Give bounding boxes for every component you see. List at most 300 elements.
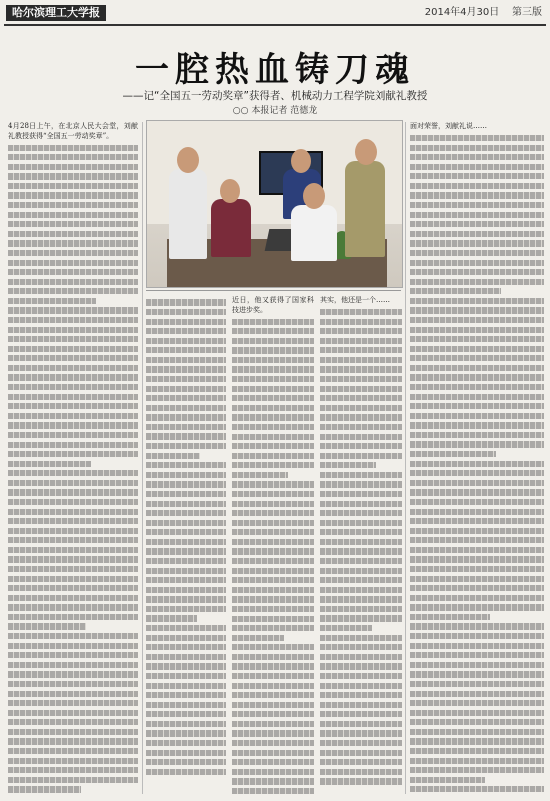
text-line: [320, 529, 402, 535]
text-line: [146, 424, 226, 430]
text-line: [320, 405, 402, 411]
text-line: [232, 462, 314, 468]
text-line: [8, 461, 91, 467]
text-line: [320, 740, 402, 746]
text-line: [8, 604, 138, 610]
text-line: [320, 577, 402, 583]
text-line: [8, 394, 138, 400]
text-line: [8, 786, 81, 792]
text-line: [410, 164, 544, 170]
text-line: [232, 778, 314, 784]
text-line: [8, 614, 138, 620]
text-line: [232, 491, 314, 497]
text-line: [8, 633, 138, 639]
text-line: [410, 758, 544, 764]
text-line: [8, 643, 138, 649]
text-line: [232, 386, 314, 392]
person-4: [291, 205, 337, 261]
text-line: [232, 472, 288, 478]
text-line: [8, 681, 138, 687]
text-line: [146, 386, 226, 392]
text-line: [320, 309, 402, 315]
text-line: [410, 700, 544, 706]
text-line: [8, 346, 138, 352]
text-line: [146, 491, 226, 497]
text-line: [410, 662, 544, 668]
text-line: [320, 769, 402, 775]
column-3: [232, 296, 314, 794]
text-line: [410, 566, 544, 572]
text-line: [8, 279, 138, 285]
text-line: [146, 587, 226, 593]
text-line: [8, 442, 138, 448]
column-1: [8, 122, 138, 794]
text-line: [146, 702, 226, 708]
text-line: [320, 596, 402, 602]
person-1: [169, 169, 207, 259]
text-line: [410, 604, 544, 610]
text-line: [8, 767, 138, 773]
text-line: [232, 596, 314, 602]
text-line: [232, 654, 314, 660]
text-line: [320, 453, 402, 459]
text-line: [8, 566, 138, 572]
text-line: [410, 135, 544, 141]
text-line: [8, 422, 138, 428]
text-line: [410, 327, 544, 333]
text-line: [232, 357, 314, 363]
text-line: [8, 451, 138, 457]
text-line: [8, 671, 138, 677]
text-line: [146, 577, 226, 583]
text-line: [146, 721, 226, 727]
text-line: [320, 683, 402, 689]
text-line: [320, 606, 402, 612]
text-line: [410, 518, 544, 524]
text-line: [410, 260, 544, 266]
text-line: [146, 711, 226, 717]
text-line: [232, 577, 314, 583]
text-line: [8, 192, 138, 198]
text-line: [410, 307, 544, 313]
text-line: [8, 652, 138, 658]
text-line: [146, 357, 226, 363]
text-line: [232, 663, 314, 669]
text-line: [410, 576, 544, 582]
text-line: [232, 443, 314, 449]
text-line: [410, 470, 544, 476]
text-line: [146, 395, 226, 401]
text-line: [146, 405, 226, 411]
text-line: [410, 710, 544, 716]
text-line: [320, 673, 402, 679]
text-line: [410, 432, 544, 438]
text-line: [410, 681, 544, 687]
text-line: [320, 366, 402, 372]
text-line: [320, 750, 402, 756]
page-label: 第三版: [512, 7, 542, 18]
text-line: [8, 528, 138, 534]
text-line: [8, 288, 138, 294]
text-line: [410, 336, 544, 342]
headline: 一腔热血铸刀魂: [135, 50, 415, 90]
column-4: [320, 296, 402, 794]
text-line: [8, 719, 138, 725]
newspaper-name: 哈尔滨理工大学报: [6, 5, 106, 21]
text-line: [146, 347, 226, 353]
text-line: [320, 625, 372, 631]
person-4-head: [303, 183, 325, 209]
text-line: [8, 700, 138, 706]
text-line: [410, 547, 544, 553]
text-line: [8, 298, 96, 304]
article-photo: [146, 120, 403, 288]
text-line: [8, 145, 138, 151]
text-line: [8, 480, 138, 486]
text-line: [8, 173, 138, 179]
text-line: [232, 616, 314, 622]
text-line: [320, 328, 402, 334]
text-line: [8, 269, 138, 275]
text-line: [410, 786, 544, 792]
text-line: [232, 692, 314, 698]
text-line: [410, 748, 544, 754]
text-line: [8, 183, 138, 189]
text-line: [232, 587, 314, 593]
text-line: [320, 462, 376, 468]
text-line: [232, 750, 314, 756]
text-line: [410, 671, 544, 677]
text-line: [410, 585, 544, 591]
column-5-lead: 面对荣誉，刘献礼说……: [410, 122, 487, 130]
text-line: [146, 615, 197, 621]
text-line: [146, 548, 226, 554]
text-line: [146, 606, 226, 612]
text-line: [232, 673, 314, 679]
text-line: [146, 663, 226, 669]
text-line: [8, 509, 138, 515]
text-line: [8, 729, 138, 735]
text-line: [232, 414, 314, 420]
photo-rule: [146, 290, 401, 291]
text-line: [146, 558, 226, 564]
text-line: [320, 568, 402, 574]
text-line: [410, 355, 544, 361]
text-line: [232, 405, 314, 411]
column-2: [146, 296, 226, 794]
text-line: [320, 443, 402, 449]
text-line: [146, 750, 226, 756]
text-line: [146, 462, 226, 468]
text-line: [410, 595, 544, 601]
text-line: [410, 509, 544, 515]
text-line: [320, 501, 402, 507]
text-line: [8, 556, 138, 562]
text-line: [232, 548, 314, 554]
text-line: [232, 376, 314, 382]
text-line: [320, 338, 402, 344]
text-line: [8, 662, 138, 668]
column-1-lead: 4月28日上午，在北京人民大会堂，刘献礼教授获得“全国五一劳动奖章”。: [8, 122, 138, 140]
text-line: [320, 702, 402, 708]
text-line: [8, 221, 138, 227]
text-line: [410, 365, 544, 371]
text-line: [410, 250, 544, 256]
text-line: [410, 183, 544, 189]
text-line: [146, 501, 226, 507]
text-line: [320, 434, 402, 440]
text-line: [410, 422, 544, 428]
text-line: [410, 499, 544, 505]
divider-2: [405, 122, 406, 794]
text-line: [8, 365, 138, 371]
text-line: [320, 424, 402, 430]
subheadline: ——记“全国五一劳动奖章”获得者、机械动力工程学院刘献礼教授: [122, 90, 428, 102]
text-line: [146, 683, 226, 689]
text-line: [8, 691, 138, 697]
text-line: [232, 568, 314, 574]
text-line: [232, 702, 314, 708]
text-line: [232, 366, 314, 372]
date-text: 2014年4月30日: [424, 7, 500, 18]
text-line: [232, 529, 314, 535]
text-line: [8, 576, 138, 582]
text-line: [232, 721, 314, 727]
masthead: [4, 4, 546, 26]
text-line: [232, 683, 314, 689]
text-line: [232, 769, 314, 775]
text-line: [8, 710, 138, 716]
text-line: [232, 424, 314, 430]
text-line: [8, 623, 86, 629]
text-line: [320, 386, 402, 392]
text-line: [146, 740, 226, 746]
text-line: [232, 501, 314, 507]
text-line: [146, 692, 226, 698]
text-line: [410, 212, 544, 218]
text-line: [320, 414, 402, 420]
text-line: [410, 192, 544, 198]
text-line: [232, 740, 314, 746]
text-line: [8, 231, 138, 237]
text-line: [320, 778, 402, 784]
text-line: [232, 788, 314, 794]
text-line: [146, 510, 226, 516]
text-line: [320, 520, 402, 526]
text-line: [410, 643, 544, 649]
text-line: [410, 231, 544, 237]
text-line: [146, 568, 226, 574]
text-line: [410, 403, 544, 409]
text-line: [8, 748, 138, 754]
text-line: [146, 769, 226, 775]
text-line: [8, 489, 138, 495]
text-line: [8, 355, 138, 361]
person-2: [211, 199, 251, 257]
text-line: [146, 433, 226, 439]
person-5: [345, 161, 385, 257]
text-line: [320, 615, 402, 621]
column-3-lead: 近日，他又获得了国家科技进步奖。: [232, 296, 314, 314]
text-line: [232, 625, 314, 631]
text-line: [320, 730, 402, 736]
divider-1: [142, 122, 143, 794]
text-line: [146, 309, 226, 315]
text-line: [8, 154, 138, 160]
text-line: [8, 240, 138, 246]
text-line: [320, 692, 402, 698]
text-line: [320, 319, 402, 325]
text-line: [8, 518, 138, 524]
text-line: [410, 556, 544, 562]
text-line: [320, 558, 402, 564]
text-line: [146, 673, 226, 679]
text-line: [320, 654, 402, 660]
text-line: [146, 299, 226, 305]
text-line: [146, 472, 226, 478]
text-line: [8, 202, 138, 208]
text-line: [146, 520, 226, 526]
text-line: [232, 520, 314, 526]
text-line: [410, 461, 544, 467]
text-line: [232, 635, 284, 641]
text-line: [8, 164, 138, 170]
byline: ○○ 本报记者 范德龙: [232, 106, 318, 116]
text-line: [320, 548, 402, 554]
person-1-head: [177, 147, 199, 173]
text-line: [410, 614, 490, 620]
text-line: [146, 596, 226, 602]
text-line: [8, 403, 138, 409]
text-line: [146, 654, 226, 660]
text-line: [410, 633, 544, 639]
text-line: [8, 470, 138, 476]
text-line: [8, 499, 138, 505]
text-line: [320, 644, 402, 650]
text-line: [8, 547, 138, 553]
text-line: [410, 145, 544, 151]
text-line: [320, 635, 402, 641]
text-line: [232, 539, 314, 545]
text-line: [8, 307, 138, 313]
text-line: [232, 395, 314, 401]
person-3-head: [291, 149, 311, 173]
text-line: [410, 777, 485, 783]
text-line: [410, 528, 544, 534]
text-line: [320, 663, 402, 669]
text-line: [146, 759, 226, 765]
column-5: [410, 122, 544, 794]
text-line: [232, 319, 314, 325]
text-line: [410, 374, 544, 380]
text-line: [146, 319, 226, 325]
text-line: [410, 298, 544, 304]
text-line: [320, 491, 402, 497]
text-line: [410, 489, 544, 495]
text-line: [320, 347, 402, 353]
text-line: [232, 644, 314, 650]
text-line: [146, 644, 226, 650]
text-line: [146, 366, 226, 372]
text-line: [410, 451, 496, 457]
text-line: [232, 328, 314, 334]
text-line: [410, 384, 544, 390]
text-line: [8, 327, 138, 333]
text-line: [146, 338, 226, 344]
text-line: [410, 623, 544, 629]
text-line: [8, 758, 138, 764]
issue-date: [425, 6, 542, 20]
column-4-lead: 其实，他还是一个……: [320, 296, 390, 304]
text-line: [410, 173, 544, 179]
text-line: [410, 767, 544, 773]
text-line: [8, 537, 138, 543]
text-line: [146, 453, 200, 459]
text-line: [410, 441, 544, 447]
text-line: [8, 432, 138, 438]
text-line: [410, 652, 544, 658]
text-line: [232, 510, 314, 516]
text-line: [8, 260, 138, 266]
text-line: [8, 317, 138, 323]
text-line: [410, 691, 544, 697]
text-line: [146, 328, 226, 334]
text-line: [8, 595, 138, 601]
text-line: [146, 539, 226, 545]
text-line: [410, 719, 544, 725]
text-line: [8, 250, 138, 256]
text-line: [232, 730, 314, 736]
text-line: [146, 443, 226, 449]
text-line: [410, 202, 544, 208]
text-line: [320, 711, 402, 717]
text-line: [410, 537, 544, 543]
text-line: [8, 212, 138, 218]
text-line: [8, 336, 138, 342]
text-line: [232, 347, 314, 353]
text-line: [410, 240, 544, 246]
text-line: [146, 481, 226, 487]
text-line: [320, 539, 402, 545]
text-line: [410, 413, 544, 419]
text-line: [410, 279, 544, 285]
text-line: [410, 738, 544, 744]
text-line: [410, 221, 544, 227]
text-line: [320, 376, 402, 382]
text-line: [320, 395, 402, 401]
text-line: [8, 384, 138, 390]
text-line: [232, 606, 314, 612]
text-line: [232, 338, 314, 344]
text-line: [410, 288, 501, 294]
text-line: [410, 346, 544, 352]
text-line: [320, 357, 402, 363]
text-line: [410, 317, 544, 323]
text-line: [146, 414, 226, 420]
text-line: [8, 738, 138, 744]
text-line: [410, 154, 544, 160]
person-2-head: [220, 179, 240, 203]
text-line: [320, 759, 402, 765]
text-line: [320, 587, 402, 593]
text-line: [320, 510, 402, 516]
text-line: [146, 529, 226, 535]
text-line: [8, 374, 138, 380]
text-line: [410, 480, 544, 486]
text-line: [232, 434, 314, 440]
text-line: [146, 376, 226, 382]
text-line: [320, 721, 402, 727]
